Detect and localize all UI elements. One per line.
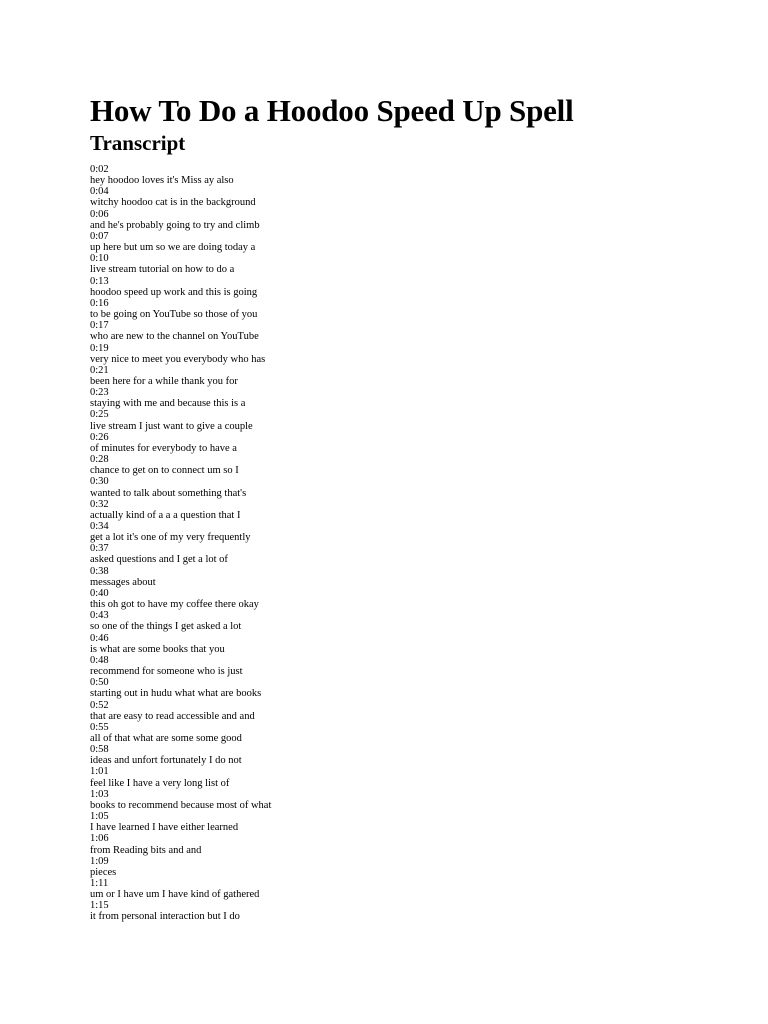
transcript-timestamp: 1:15 [90,900,109,912]
transcript-timestamp: 0:46 [90,632,109,644]
transcript-text: I have learned I have either learned [90,822,239,834]
transcript-timestamp: 0:04 [90,186,109,198]
transcript-text: that are easy to read accessible and and [90,710,255,722]
transcript-entry [90,833,728,855]
transcript-entry [90,633,728,655]
transcript-timestamp: 0:23 [90,387,109,399]
transcript-text: from Reading bits and and [90,844,202,856]
transcript-text: who are new to the channel on YouTube [90,331,259,343]
transcript-timestamp: 0:40 [90,587,109,599]
transcript-entry [90,499,728,521]
transcript-entry [90,655,728,677]
transcript-text: hoodoo speed up work and this is going [90,286,258,298]
transcript-text: actually kind of a a a question that I [90,509,241,521]
transcript-entry [90,610,728,632]
transcript-entry [90,588,728,610]
transcript-timestamp: 0:43 [90,610,109,622]
document-page [90,92,728,923]
transcript-timestamp: 0:21 [90,364,109,376]
transcript-text: books to recommend because most of what [90,799,272,811]
transcript-text: witchy hoodoo cat is in the background [90,197,256,209]
transcript-timestamp: 0:13 [90,275,109,287]
transcript-text: been here for a while thank you for [90,375,238,387]
transcript-timestamp: 0:48 [90,654,109,666]
transcript-timestamp: 0:52 [90,699,109,711]
transcript-entry [90,744,728,766]
transcript-entry [90,543,728,565]
transcript-entry [90,789,728,811]
transcript-entry [90,900,728,922]
transcript-text: it from personal interaction but I do [90,911,240,923]
document-title: How To Do a Hoodoo Speed Up Spell [90,93,574,128]
transcript-text: all of that what are some some good [90,732,242,744]
transcript-entry [90,432,728,454]
transcript-text: um or I have um I have kind of gathered [90,889,260,901]
transcript-timestamp: 0:26 [90,431,109,443]
transcript-timestamp: 0:28 [90,454,109,466]
transcript-text: ideas and unfort fortunately I do not [90,755,242,767]
transcript-entry [90,722,728,744]
transcript-entry [90,566,728,588]
transcript-timestamp: 0:02 [90,164,109,175]
transcript-timestamp: 0:19 [90,342,109,354]
transcript-timestamp: 1:09 [90,855,109,867]
transcript-timestamp: 0:17 [90,320,109,332]
transcript-entry [90,700,728,722]
transcript-timestamp: 0:25 [90,409,109,421]
transcript-timestamp: 1:06 [90,833,109,845]
transcript-timestamp: 0:55 [90,721,109,733]
transcript-timestamp: 0:34 [90,521,109,532]
transcript-entry [90,878,728,900]
transcript-entry [90,387,728,409]
transcript-timestamp: 1:05 [90,811,109,823]
transcript-entry [90,186,728,208]
transcript-text: pieces [90,866,117,878]
transcript-text: hey hoodoo loves it's Miss ay also [90,175,234,187]
transcript-entry [90,766,728,788]
transcript-entry [90,677,728,699]
transcript-timestamp: 0:06 [90,208,109,220]
transcript-text: live stream I just want to give a couple [90,420,253,432]
transcript-text: and he's probably going to try and climb [90,219,260,231]
transcript-entry [90,276,728,298]
transcript-entry [90,454,728,476]
transcript-text: of minutes for everybody to have a [90,442,237,454]
transcript-entry [90,209,728,231]
transcript-text: this oh got to have my coffee there okay [90,599,259,611]
transcript-entry [90,320,728,342]
transcript-entry [90,476,728,498]
transcript-entry [90,298,728,320]
transcript-entry [90,365,728,387]
transcript-text: staying with me and because this is a [90,398,246,410]
transcript-text: asked questions and I get a lot of [90,554,228,566]
transcript-timestamp: 0:50 [90,677,109,689]
transcript-timestamp: 0:37 [90,543,109,555]
transcript-text: wanted to talk about something that's [90,487,247,499]
transcript-timestamp: 0:30 [90,476,109,488]
transcript-list [90,164,728,923]
transcript-timestamp: 0:38 [90,565,109,577]
transcript-entry [90,521,728,543]
transcript-timestamp: 1:01 [90,766,109,778]
transcript-entry [90,811,728,833]
transcript-timestamp: 0:07 [90,230,109,242]
transcript-text: chance to get on to connect um so I [90,465,239,477]
transcript-text: starting out in hudu what what are books [90,688,262,700]
transcript-text: feel like I have a very long list of [90,777,230,789]
transcript-entry [90,253,728,275]
transcript-text: messages about [90,576,156,588]
transcript-text: live stream tutorial on how to do a [90,264,235,276]
transcript-text: get a lot it's one of my very frequently [90,532,251,544]
transcript-timestamp: 0:58 [90,744,109,756]
transcript-text: is what are some books that you [90,643,225,655]
transcript-entry [90,343,728,365]
transcript-timestamp: 1:03 [90,788,109,800]
transcript-entry [90,409,728,431]
transcript-entry [90,856,728,878]
transcript-text: very nice to meet you everybody who has [90,353,266,365]
transcript-entry [90,231,728,253]
transcript-timestamp: 0:16 [90,297,109,309]
transcript-timestamp: 1:11 [90,878,109,889]
transcript-entry [90,164,728,186]
transcript-text: up here but um so we are doing today a [90,242,256,254]
transcript-timestamp: 0:10 [90,253,109,265]
transcript-heading: Transcript [90,131,186,155]
transcript-text: recommend for someone who is just [90,666,243,678]
transcript-text: to be going on YouTube so those of you [90,309,258,321]
transcript-timestamp: 0:32 [90,498,109,510]
transcript-text: so one of the things I get asked a lot [90,621,242,633]
